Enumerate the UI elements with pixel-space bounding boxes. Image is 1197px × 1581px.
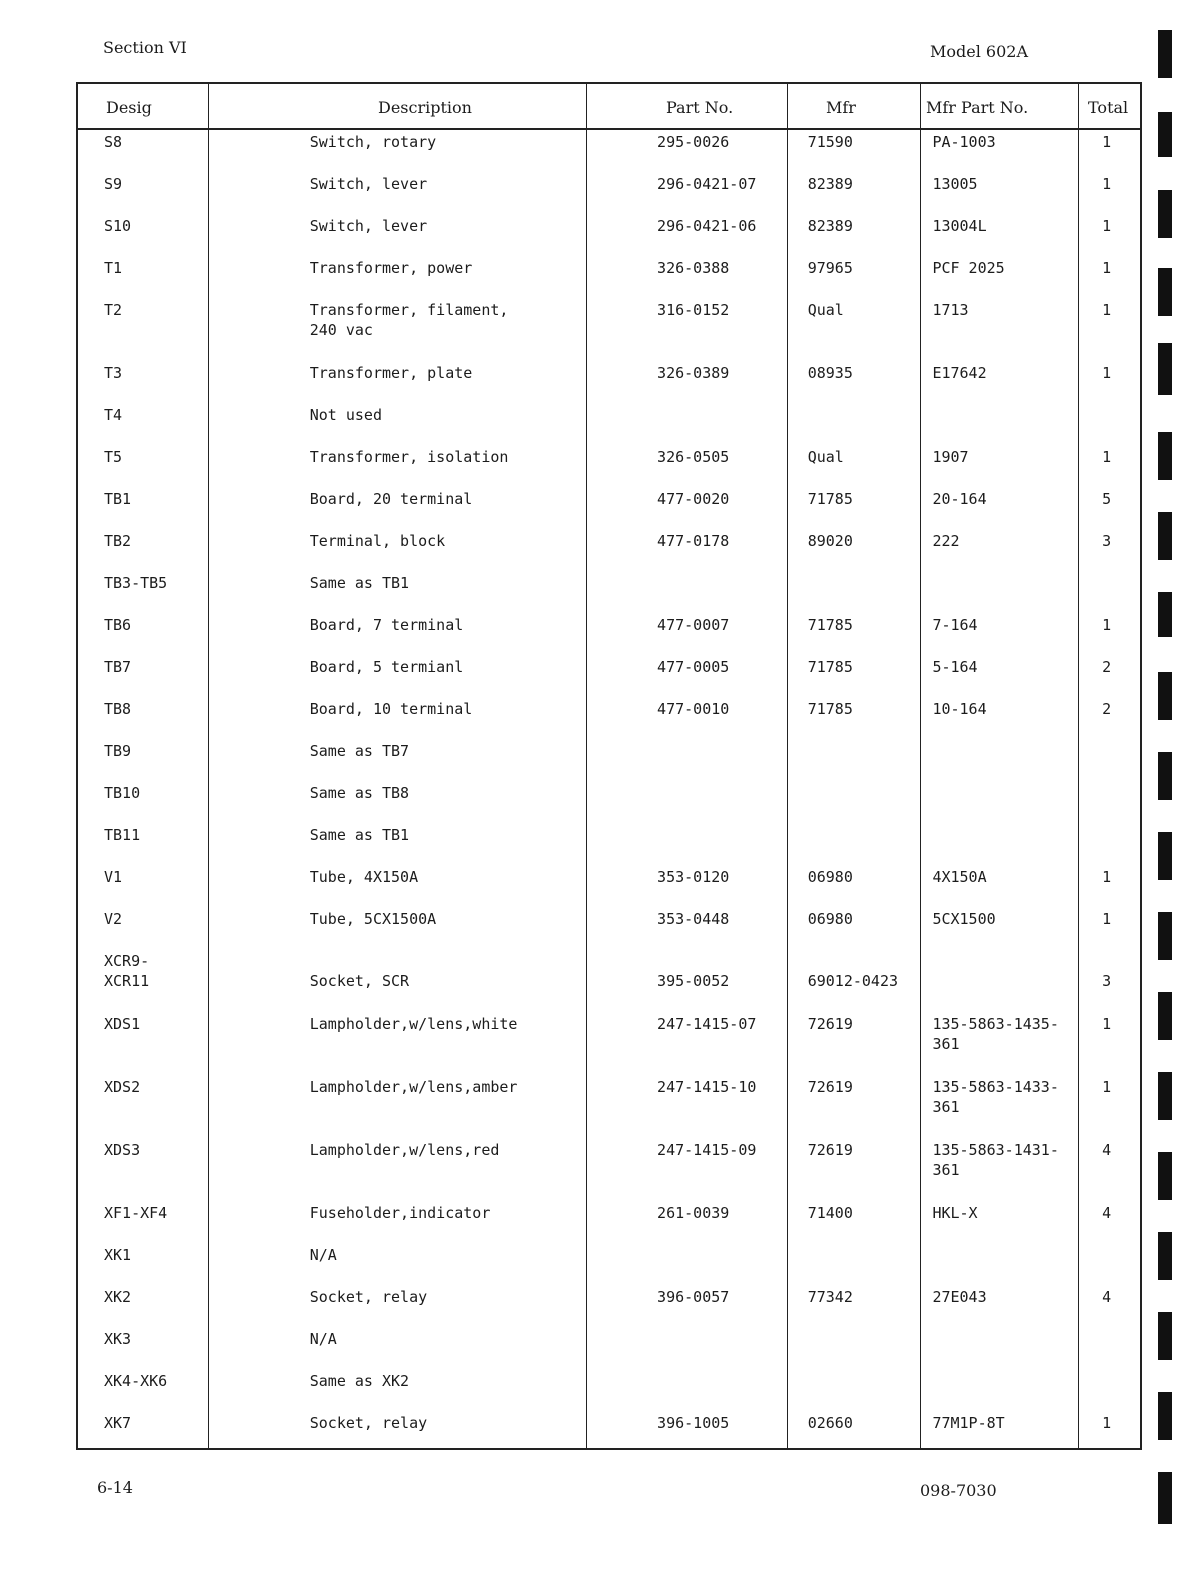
desig-cell: S10 [104,217,132,235]
table-row [78,615,1140,657]
desig-cell: TB7 [104,658,132,676]
table-row [78,1413,1140,1455]
desig-cell: XK2 [104,1288,132,1306]
mfr-cell: 72619 [807,1015,853,1033]
desig-cell: TB6 [104,616,132,634]
table-row [78,741,1140,783]
total-cell: 1 [1102,301,1112,319]
table-row [78,657,1140,699]
margin-mark [1158,1472,1172,1524]
desig-cell: XCR9- XCR11 [104,952,150,990]
description-cell: Board, 10 terminal [309,700,473,718]
mfr-cell: 82389 [807,217,853,235]
part-no-cell: 477-0007 [657,616,730,634]
table-row [78,1371,1140,1413]
description-cell: Lampholder,w/lens,white [309,1015,518,1033]
margin-mark [1158,1072,1172,1120]
total-cell: 1 [1102,910,1112,928]
margin-mark [1158,343,1172,395]
table-row [78,1077,1140,1140]
mfr-part-no-cell: 20-164 [932,490,987,508]
total-cell: 4 [1102,1141,1112,1159]
table-row [78,1203,1140,1245]
margin-mark [1158,432,1172,480]
total-cell: 1 [1102,616,1112,634]
desig-cell: XK1 [104,1246,132,1264]
part-no-cell: 326-0505 [657,448,730,466]
desig-cell: XK7 [104,1414,132,1432]
column-header-description: Description [378,98,472,117]
total-cell: 1 [1102,259,1112,277]
description-cell: Switch, lever [309,217,428,235]
margin-mark [1158,1312,1172,1360]
part-no-cell: 316-0152 [657,301,730,319]
description-cell: Tube, 4X150A [309,868,419,886]
table-row [78,573,1140,615]
mfr-part-no-cell: E17642 [932,364,987,382]
total-cell: 5 [1102,490,1112,508]
table-row [78,363,1140,405]
desig-cell: S8 [104,133,123,151]
part-no-cell: 353-0120 [657,868,730,886]
margin-mark [1158,912,1172,960]
description-cell: Switch, rotary [309,133,437,151]
desig-cell: V1 [104,868,123,886]
desig-cell: XDS3 [104,1141,141,1159]
part-no-cell: 247-1415-09 [657,1141,757,1159]
desig-cell: XK4-XK6 [104,1372,168,1390]
margin-mark [1158,112,1172,157]
table-row [78,909,1140,951]
table-row [78,258,1140,300]
column-header-mfr: Mfr [826,98,856,117]
part-no-cell: 247-1415-10 [657,1078,757,1096]
mfr-part-no-cell: 1907 [932,448,969,466]
part-no-cell: 396-1005 [657,1414,730,1432]
part-no-cell: 296-0421-06 [657,217,757,235]
desig-cell: XF1-XF4 [104,1204,168,1222]
mfr-cell: 72619 [807,1141,853,1159]
mfr-part-no-cell: 5CX1500 [932,910,996,928]
mfr-part-no-cell: 13005 [932,175,978,193]
description-cell: N/A [309,1246,337,1264]
desig-cell: T3 [104,364,123,382]
mfr-part-no-cell: 13004L [932,217,987,235]
table-row [78,405,1140,447]
section-label: Section VI [103,38,187,57]
part-no-cell: 477-0010 [657,700,730,718]
total-cell: 1 [1102,1414,1112,1432]
description-cell: Lampholder,w/lens,amber [309,1078,518,1096]
document-number: 098-7030 [920,1481,997,1500]
table-row [78,1140,1140,1203]
mfr-cell: 71785 [807,616,853,634]
description-cell: Transformer, plate [309,364,473,382]
column-header-desig: Desig [106,98,152,117]
page-number: 6-14 [97,1478,133,1497]
part-no-cell: 295-0026 [657,133,730,151]
description-cell: Socket, SCR [309,972,410,990]
table-row [78,1329,1140,1371]
margin-mark [1158,268,1172,316]
description-cell: Fuseholder,indicator [309,1204,491,1222]
mfr-part-no-cell: PA-1003 [932,133,996,151]
column-header-part-no: Part No. [666,98,734,117]
margin-mark [1158,190,1172,238]
mfr-part-no-cell: 222 [932,532,960,550]
part-no-cell: 261-0039 [657,1204,730,1222]
description-cell: Socket, relay [309,1414,428,1432]
desig-cell: TB2 [104,532,132,550]
mfr-cell: 06980 [807,910,853,928]
table-row [78,1014,1140,1077]
description-cell: Same as TB1 [309,826,410,844]
desig-cell: TB10 [104,784,141,802]
description-cell: Not used [309,406,382,424]
parts-list-table [76,82,1142,1450]
mfr-part-no-cell: 7-164 [932,616,978,634]
part-no-cell: 477-0020 [657,490,730,508]
mfr-cell: 82389 [807,175,853,193]
desig-cell: T5 [104,448,123,466]
table-row [78,447,1140,489]
description-cell: N/A [309,1330,337,1348]
total-cell: 1 [1102,868,1112,886]
mfr-cell: 72619 [807,1078,853,1096]
margin-mark [1158,992,1172,1040]
table-row [78,489,1140,531]
table-row [78,1287,1140,1329]
part-no-cell: 296-0421-07 [657,175,757,193]
desig-cell: TB1 [104,490,132,508]
desig-cell: TB8 [104,700,132,718]
table-row [78,825,1140,867]
mfr-part-no-cell: 10-164 [932,700,987,718]
part-no-cell: 326-0389 [657,364,730,382]
header-divider [78,128,1140,130]
mfr-cell: 97965 [807,259,853,277]
desig-cell: T2 [104,301,123,319]
description-cell: Board, 7 terminal [309,616,464,634]
description-cell: Socket, relay [309,1288,428,1306]
mfr-cell: 71785 [807,700,853,718]
margin-mark [1158,752,1172,800]
model-label: Model 602A [930,42,1029,61]
table-row [78,174,1140,216]
mfr-part-no-cell: 1713 [932,301,969,319]
description-cell: Same as TB7 [309,742,410,760]
table-body [78,132,1140,1455]
mfr-part-no-cell: HKL-X [932,1204,978,1222]
desig-cell: XDS1 [104,1015,141,1033]
part-no-cell: 477-0005 [657,658,730,676]
margin-mark [1158,672,1172,720]
total-cell: 1 [1102,133,1112,151]
margin-mark [1158,30,1172,78]
description-cell: Same as XK2 [309,1372,410,1390]
margin-mark [1158,832,1172,880]
table-row [78,867,1140,909]
mfr-cell: 89020 [807,532,853,550]
total-cell: 1 [1102,448,1112,466]
mfr-cell: 71785 [807,490,853,508]
description-cell: Same as TB8 [309,784,410,802]
total-cell: 1 [1102,364,1112,382]
margin-mark [1158,1232,1172,1280]
description-cell: Same as TB1 [309,574,410,592]
desig-cell: XK3 [104,1330,132,1348]
desig-cell: TB9 [104,742,132,760]
desig-cell: T1 [104,259,123,277]
description-cell: Transformer, power [309,259,473,277]
mfr-part-no-cell: PCF 2025 [932,259,1005,277]
total-cell: 2 [1102,700,1112,718]
part-no-cell: 396-0057 [657,1288,730,1306]
mfr-part-no-cell: 77M1P-8T [932,1414,1005,1432]
mfr-cell: 02660 [807,1414,853,1432]
part-no-cell: 353-0448 [657,910,730,928]
desig-cell: TB11 [104,826,141,844]
table-row [78,216,1140,258]
total-cell: 4 [1102,1204,1112,1222]
mfr-part-no-cell: 5-164 [932,658,978,676]
desig-cell: V2 [104,910,123,928]
table-row [78,531,1140,573]
description-cell: Lampholder,w/lens,red [309,1141,500,1159]
mfr-cell: 77342 [807,1288,853,1306]
mfr-part-no-cell: 4X150A [932,868,987,886]
mfr-part-no-cell: 135-5863-1435- 361 [932,1015,1059,1053]
mfr-part-no-cell: 135-5863-1433- 361 [932,1078,1059,1116]
margin-mark [1158,1152,1172,1200]
total-cell: 3 [1102,532,1112,550]
table-row [78,699,1140,741]
mfr-cell: 71400 [807,1204,853,1222]
part-no-cell: 477-0178 [657,532,730,550]
total-cell: 4 [1102,1288,1112,1306]
mfr-cell: 08935 [807,364,853,382]
description-cell: Terminal, block [309,532,446,550]
total-cell: 2 [1102,658,1112,676]
desig-cell: T4 [104,406,123,424]
total-cell: 1 [1102,1078,1112,1096]
desig-cell: S9 [104,175,123,193]
description-cell: Board, 20 terminal [309,490,473,508]
mfr-part-no-cell: 135-5863-1431- 361 [932,1141,1059,1179]
description-cell: Transformer, isolation [309,448,509,466]
mfr-cell: 69012-0423 [807,972,899,990]
description-cell: Board, 5 termianl [309,658,464,676]
desig-cell: TB3-TB5 [104,574,168,592]
part-no-cell: 395-0052 [657,972,730,990]
margin-mark [1158,512,1172,560]
table-row [78,300,1140,363]
total-cell: 1 [1102,1015,1112,1033]
part-no-cell: 326-0388 [657,259,730,277]
mfr-cell: Qual [807,448,844,466]
mfr-cell: Qual [807,301,844,319]
table-row [78,783,1140,825]
mfr-cell: 71590 [807,133,853,151]
margin-marks [1158,0,1174,1581]
table-row [78,132,1140,174]
mfr-cell: 06980 [807,868,853,886]
column-header-total: Total [1088,98,1129,117]
margin-mark [1158,1392,1172,1440]
mfr-cell: 71785 [807,658,853,676]
total-cell: 1 [1102,175,1112,193]
margin-mark [1158,592,1172,637]
total-cell: 3 [1102,972,1112,990]
total-cell: 1 [1102,217,1112,235]
mfr-part-no-cell: 27E043 [932,1288,987,1306]
desig-cell: XDS2 [104,1078,141,1096]
part-no-cell: 247-1415-07 [657,1015,757,1033]
table-row [78,951,1140,1014]
description-cell: Transformer, filament, 240 vac [309,301,509,339]
description-cell: Tube, 5CX1500A [309,910,437,928]
column-header-mfr-part-no: Mfr Part No. [926,98,1029,117]
description-cell: Switch, lever [309,175,428,193]
table-row [78,1245,1140,1287]
